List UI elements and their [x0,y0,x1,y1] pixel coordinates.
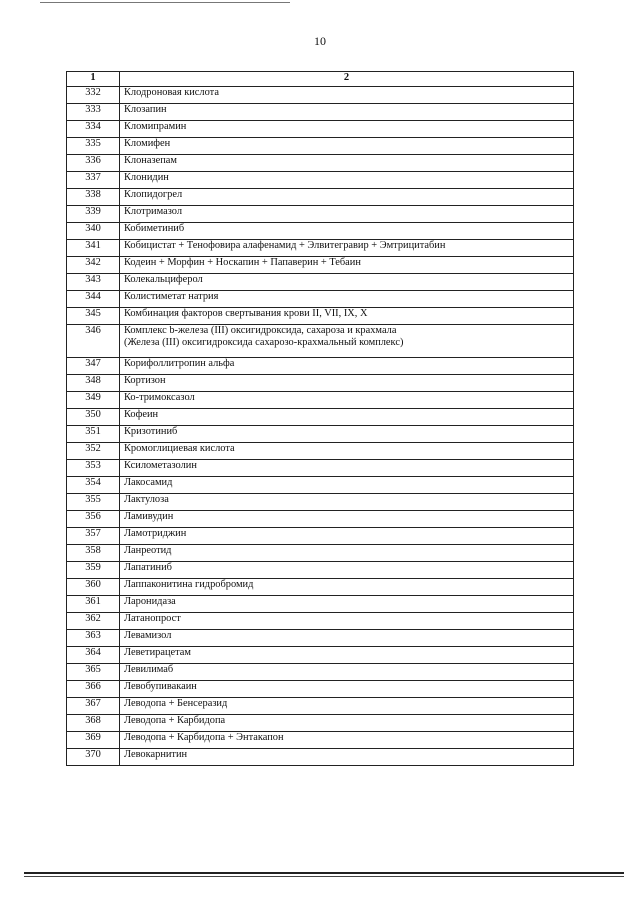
row-number: 345 [67,308,120,325]
drug-name [120,325,574,358]
table-row [67,681,574,698]
row-number: 360 [67,579,120,596]
drug-name [120,494,574,511]
table-row [67,121,574,138]
drug-name-line: Латанопрост [124,613,181,624]
drug-name-line: Кромоглициевая кислота [124,443,235,454]
drug-name [120,240,574,257]
row-number: 369 [67,732,120,749]
drug-name [120,138,574,155]
drug-name-line: Кодеин + Морфин + Носкапин + Папаверин + Тебаин [124,257,361,268]
drug-name-line: Леветирацетам [124,647,191,658]
drug-name-line: Клоназепам [124,155,177,166]
row-number: 351 [67,426,120,443]
table-row [67,511,574,528]
table-row [67,443,574,460]
table-row [67,613,574,630]
drug-name-line: Лактулоза [124,494,169,505]
row-number: 333 [67,104,120,121]
row-number: 357 [67,528,120,545]
table-row [67,596,574,613]
table-row [67,223,574,240]
drug-name [120,647,574,664]
row-number: 358 [67,545,120,562]
row-number: 341 [67,240,120,257]
row-number: 338 [67,189,120,206]
row-number: 359 [67,562,120,579]
table-row [67,172,574,189]
row-number: 362 [67,613,120,630]
drug-name [120,172,574,189]
row-number: 368 [67,715,120,732]
row-number: 343 [67,274,120,291]
column-header-name: 2 [120,72,574,87]
row-number: 346 [67,325,120,358]
drug-table [66,71,574,766]
table-row [67,308,574,325]
row-number: 355 [67,494,120,511]
drug-name [120,698,574,715]
table-row [67,545,574,562]
drug-name-line: Ламивудин [124,511,174,522]
table-row [67,104,574,121]
drug-name [120,664,574,681]
footer-rule [24,872,624,874]
drug-name [120,206,574,223]
column-header-number: 1 [67,72,120,87]
drug-name-line: Клонидин [124,172,169,183]
drug-name-line: Леводопа + Бенсеразид [124,698,228,709]
drug-name-line: Левилимаб [124,664,174,675]
drug-name-line: Лаппаконитина гидробромид [124,579,254,590]
table-row [67,494,574,511]
row-number: 335 [67,138,120,155]
drug-name-line: Ксилометазолин [124,460,197,471]
drug-name-line: Клодроновая кислота [124,87,219,98]
table-body [67,87,574,766]
footer-rule-thin [24,876,624,877]
drug-name [120,460,574,477]
drug-name-line: Клотримазол [124,206,183,217]
table-row [67,257,574,274]
drug-name [120,358,574,375]
row-number: 344 [67,291,120,308]
row-number: 370 [67,749,120,766]
row-number: 332 [67,87,120,104]
drug-name [120,375,574,392]
drug-name-line: (Железа (III) оксигидроксида сахарозо-крахмальный комплекс) [124,337,404,349]
drug-name [120,104,574,121]
drug-name-line: Комбинация факторов свертывания крови II, VII, IX, X [124,308,368,319]
drug-name [120,511,574,528]
table-row [67,87,574,104]
drug-name [120,274,574,291]
table-row [67,698,574,715]
drug-name-line: Кломипрамин [124,121,187,132]
row-number: 342 [67,257,120,274]
scan-artifact-line [40,2,290,3]
table-row [67,138,574,155]
row-number: 352 [67,443,120,460]
table-row [67,477,574,494]
drug-name-line: Кризотиниб [124,426,178,437]
table-row [67,460,574,477]
table-row [67,749,574,766]
row-number: 340 [67,223,120,240]
table-row [67,375,574,392]
table-row [67,579,574,596]
row-number: 349 [67,392,120,409]
drug-name [120,392,574,409]
table-row [67,647,574,664]
drug-name-line: Ларонидаза [124,596,176,607]
table-row [67,240,574,257]
drug-name [120,257,574,274]
drug-name [120,223,574,240]
page-number: 10 [314,34,326,48]
row-number: 356 [67,511,120,528]
drug-name [120,562,574,579]
row-number: 353 [67,460,120,477]
drug-name [120,613,574,630]
table-row [67,274,574,291]
table-row [67,392,574,409]
drug-name-line: Клопидогрел [124,189,183,200]
drug-name-line: Кортизон [124,375,166,386]
row-number: 347 [67,358,120,375]
drug-name [120,87,574,104]
drug-name-line: Ко-тримоксазол [124,392,195,403]
row-number: 366 [67,681,120,698]
table-row [67,358,574,375]
row-number: 348 [67,375,120,392]
drug-name [120,121,574,138]
row-number: 337 [67,172,120,189]
row-number: 354 [67,477,120,494]
row-number: 361 [67,596,120,613]
row-number: 339 [67,206,120,223]
drug-name-line: Колекальциферол [124,274,203,285]
drug-name-line: Колистиметат натрия [124,291,219,302]
drug-name-line: Клозапин [124,104,167,115]
table-header-row [67,72,574,87]
drug-name [120,596,574,613]
drug-name-line: Левокарнитин [124,749,188,760]
drug-name-line: Корифоллитропин альфа [124,358,235,369]
drug-name [120,749,574,766]
table-row [67,325,574,358]
table-row [67,189,574,206]
drug-name-line: Кобиметиниб [124,223,185,234]
row-number: 336 [67,155,120,172]
drug-name [120,426,574,443]
table-row [67,409,574,426]
drug-name-line: Ланреотид [124,545,172,556]
drug-name-line: Леводопа + Карбидопа [124,715,226,726]
table-row [67,630,574,647]
drug-name-line: Левобупивакаин [124,681,197,692]
table-row [67,732,574,749]
drug-name [120,630,574,647]
table-row [67,426,574,443]
drug-name-line: Ламотриджин [124,528,187,539]
drug-name-line: Лакосамид [124,477,173,488]
drug-name [120,545,574,562]
drug-name-line: Левамизол [124,630,172,641]
row-number: 363 [67,630,120,647]
drug-name [120,732,574,749]
table-row [67,715,574,732]
table-row [67,206,574,223]
table-row [67,562,574,579]
drug-name [120,715,574,732]
drug-name [120,291,574,308]
table-row [67,528,574,545]
drug-name-line: Лапатиниб [124,562,172,573]
row-number: 350 [67,409,120,426]
drug-name [120,579,574,596]
table-row [67,291,574,308]
drug-name [120,528,574,545]
row-number: 365 [67,664,120,681]
drug-name [120,477,574,494]
drug-name-line: Комплекс b-железа (III) оксигидроксида, сахароза и крахмала [124,325,397,336]
drug-name [120,308,574,325]
table-row [67,664,574,681]
drug-name [120,189,574,206]
row-number: 334 [67,121,120,138]
drug-name-line: Кломифен [124,138,171,149]
drug-name [120,443,574,460]
drug-name [120,409,574,426]
drug-name-line: Кобицистат + Тенофовира алафенамид + Элвитегравир + Эмтрицитабин [124,240,446,251]
row-number: 367 [67,698,120,715]
drug-name-line: Леводопа + Карбидопа + Энтакапон [124,732,284,743]
row-number: 364 [67,647,120,664]
drug-name-line: Кофеин [124,409,159,420]
drug-name [120,681,574,698]
drug-name [120,155,574,172]
table-row [67,155,574,172]
